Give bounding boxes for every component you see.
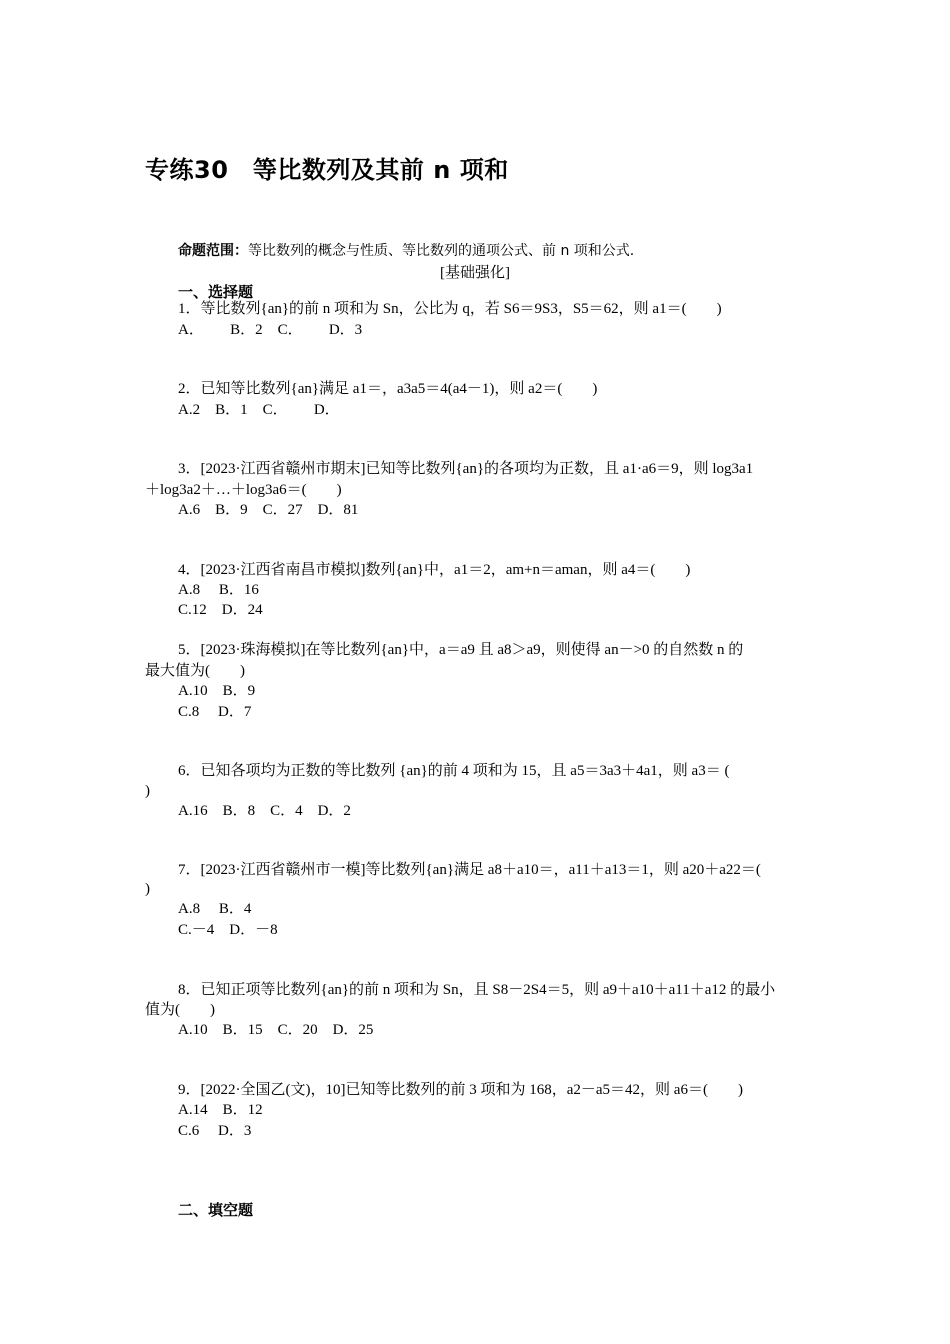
question-2-stem: 2．已知等比数列{an}满足 a1＝，a3a5＝4(a4－1)，则 a2＝( ) — [178, 381, 598, 397]
question-8-stem-line2: 值为( ) — [145, 1002, 215, 1018]
question-3-stem-line2: ＋log3a2＋…＋log3a6＝( ) — [145, 482, 342, 498]
question-4-stem: 4．[2023·江西省南昌市模拟]数列{an}中，a1＝2，am+n＝aman，则 a4＝( ) — [178, 562, 691, 578]
question-6-options: A.16 B．8 C．4 D．2 — [178, 803, 351, 819]
question-9-options-row2: C.6 D．3 — [178, 1123, 252, 1139]
question-5-options-row2: C.8 D．7 — [178, 704, 252, 720]
question-2-options: A.2 B．1 C． D． — [178, 402, 340, 418]
section-heading-fill: 二、填空题 — [178, 1201, 254, 1219]
question-9-stem: 9．[2022·全国乙(文)，10]已知等比数列的前 3 项和为 168，a2－a5＝42，则 a6＝( ) — [178, 1082, 743, 1098]
question-3-stem-line1: 3．[2023·江西省赣州市期末]已知等比数列{an}的各项均为正数，且 a1·a6＝9，则 log3a1 — [178, 461, 754, 477]
scope-text: 等比数列的概念与性质、等比数列的通项公式、前 n 项和公式. — [248, 243, 635, 259]
scope-label: 命题范围： — [178, 243, 248, 259]
question-8-stem-line1: 8．已知正项等比数列{an}的前 n 项和为 Sn，且 S8－2S4＝5，则 a9＋a10＋a11＋a12 的最小 — [178, 982, 776, 998]
question-6-stem-line2: ) — [145, 783, 150, 799]
question-7-options-row1: A.8 B．4 — [178, 901, 252, 917]
question-7-stem-line2: ) — [145, 881, 150, 897]
question-5-stem-line1: 5．[2023·珠海模拟]在等比数列{an}中，a＝a9 且 a8＞a9，则使得 an－>0 的自然数 n 的 — [178, 642, 744, 658]
question-7-options-row2: C.－4 D．－8 — [178, 922, 278, 938]
question-9-options-row1: A.14 B．12 — [178, 1102, 263, 1118]
section-heading-choice: 一、选择题 — [178, 283, 254, 301]
page-title: 专练30 等比数列及其前 n 项和 — [145, 156, 509, 184]
question-3-options: A.6 B．9 C．27 D．81 — [178, 502, 359, 518]
question-5-stem-line2: 最大值为( ) — [145, 663, 245, 679]
question-1-options: A． B．2 C． D．3 — [178, 322, 363, 338]
question-5-options-row1: A.10 B．9 — [178, 683, 256, 699]
subtitle: [基础强化] — [440, 265, 510, 281]
question-8-options: A.10 B．15 C．20 D．25 — [178, 1022, 374, 1038]
question-4-options-row2: C.12 D．24 — [178, 602, 263, 618]
question-4-options-row1: A.8 B．16 — [178, 582, 259, 598]
question-7-stem-line1: 7．[2023·江西省赣州市一模]等比数列{an}满足 a8＋a10＝，a11＋a13＝1，则 a20＋a22＝( — [178, 862, 761, 878]
question-1-stem: 1．等比数列{an}的前 n 项和为 Sn，公比为 q，若 S6＝9S3，S5＝62，则 a1＝( ) — [178, 301, 722, 317]
question-6-stem-line1: 6．已知各项均为正数的等比数列 {an}的前 4 项和为 15，且 a5＝3a3＋4a1，则 a3＝ ( — [178, 763, 730, 779]
scope-line — [178, 240, 634, 260]
